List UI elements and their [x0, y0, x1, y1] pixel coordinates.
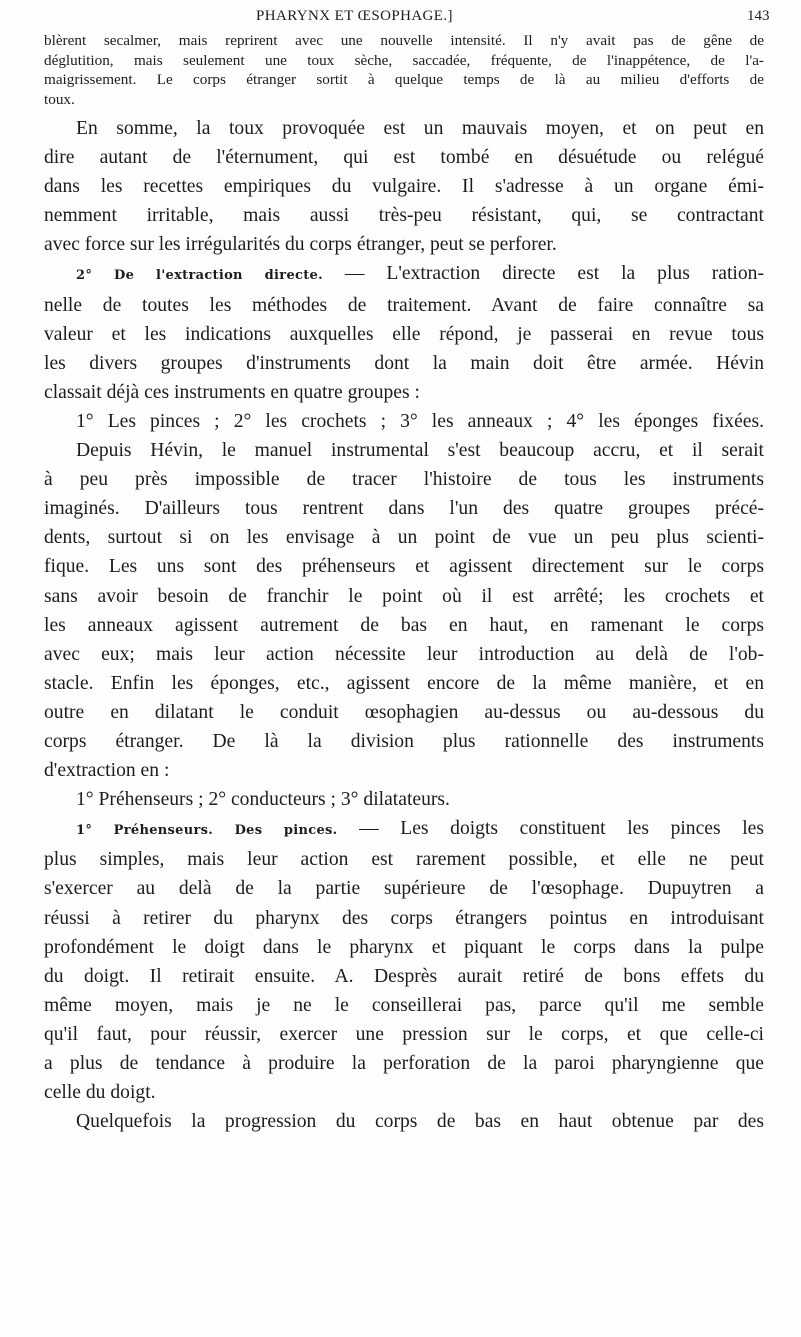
text-line — [44, 1020, 764, 1049]
case-note-paragraph — [44, 31, 764, 109]
line-text: — L'extraction directe est la plus ration- — [322, 263, 764, 285]
line-text: les divers groupes d'instruments dont la main doit être armée. Hévin — [44, 352, 764, 374]
line-text: les anneaux agissent autrement de bas en haut, en ramenant le corps — [44, 614, 764, 636]
line-text: dans les recettes empiriques du vulgaire. Il s'adresse à un organe émi- — [44, 176, 764, 198]
line-text: qu'il faut, pour réussir, exercer une pression sur le corps, et que celle-ci — [44, 1023, 764, 1045]
text-line — [44, 582, 764, 611]
line-text: classait déjà ces instruments en quatre groupes : — [44, 381, 420, 403]
text-line — [44, 904, 764, 933]
line-text: nelle de toutes les méthodes de traitement. Avant de faire connaître sa — [44, 294, 764, 316]
text-line — [44, 349, 764, 378]
page-number: 143 — [747, 8, 770, 24]
line-text: 1° Préhenseurs ; 2° conducteurs ; 3° dilatateurs. — [76, 789, 450, 811]
text-line — [44, 785, 764, 814]
line-text: à peu près impossible de tracer l'histoire de tous les instruments — [44, 469, 764, 491]
line-text: même moyen, mais je ne le conseillerai pas, parce qu'il me semble — [44, 994, 764, 1016]
text-line — [44, 640, 764, 669]
line-text: valeur et les indications auxquelles elle répond, je passerai en revue tous — [44, 323, 764, 345]
line-text: avec force sur les irrégularités du corps étranger, peut se perforer. — [44, 234, 557, 256]
line-text: s'exercer au delà de la partie supérieure de l'œsophage. Dupuytren a — [44, 878, 764, 900]
line-text: 1° Les pinces ; 2° les crochets ; 3° les anneaux ; 4° les éponges fixées. — [76, 410, 764, 432]
line-text: nemment irritable, mais aussi très-peu résistant, qui, se contractant — [44, 205, 764, 227]
text-line — [44, 552, 764, 581]
section-heading: 2° De l'extraction directe. — [76, 268, 323, 284]
text-line — [44, 465, 764, 494]
line-text: Quelquefois la progression du corps de bas en haut obtenue par des — [76, 1111, 764, 1133]
line-text: fique. Les uns sont des préhenseurs et agissent directement sur le corps — [44, 556, 764, 578]
text-line — [44, 114, 764, 143]
line-text: profondément le doigt dans le pharynx et piquant le corps dans la pulpe — [44, 936, 764, 958]
text-line — [44, 143, 764, 172]
line-text: corps étranger. De là la division plus rationnelle des instruments — [44, 730, 764, 752]
text-line — [44, 874, 764, 903]
line-text: sans avoir besoin de franchir le point où il est arrêté; les crochets et — [44, 585, 764, 607]
line-text: — Les doigts constituent les pinces les — [337, 818, 764, 840]
line-text: du doigt. Il retirait ensuite. A. Desprès aurait retiré de bons effets du — [44, 965, 764, 987]
text-line — [44, 291, 764, 320]
running-title: PHARYNX ET ŒSOPHAGE.] — [256, 8, 453, 24]
text-line — [44, 436, 764, 465]
line-text: stacle. Enfin les éponges, etc., agissent encore de la même manière, et en — [44, 672, 764, 694]
line-text: réussi à retirer du pharynx des corps étrangers pointus en introduisant — [44, 907, 764, 929]
text-line: déglutition, mais seulement une toux sèche, saccadée, fréquente, de l'inappétence, de l'a- — [44, 51, 764, 69]
text-line — [44, 230, 764, 259]
text-line — [44, 378, 764, 407]
running-head — [0, 8, 801, 28]
text-line: blèrent secalmer, mais reprirent avec une nouvelle intensité. Il n'y avait pas de gêne de — [44, 32, 764, 49]
text-line — [44, 1107, 764, 1136]
text-line — [44, 320, 764, 349]
line-text: a plus de tendance à produire la perforation de la paroi pharyngienne que — [44, 1053, 764, 1074]
section-heading: 1° Préhenseurs. Des pinces. — [76, 823, 338, 839]
line-text: d'extraction en : — [44, 760, 170, 782]
text-line — [44, 201, 764, 230]
text-line — [44, 1049, 764, 1078]
text-line — [44, 962, 764, 991]
line-text: Depuis Hévin, le manuel instrumental s'est beaucoup accru, et il serait — [76, 440, 764, 462]
line-text: imaginés. D'ailleurs tous rentrent dans l'un des quatre groupes précé- — [44, 498, 764, 520]
text-line — [44, 259, 764, 290]
text-line — [44, 698, 764, 727]
text-line — [44, 172, 764, 201]
text-line — [44, 523, 764, 552]
text-line — [44, 991, 764, 1020]
text-line — [44, 727, 764, 756]
text-line — [44, 407, 764, 436]
line-text: avec eux; mais leur action nécessite leur introduction au delà de l'ob- — [44, 643, 764, 665]
text-line — [44, 933, 764, 962]
text-line — [44, 494, 764, 523]
text-line — [44, 845, 764, 874]
text-line: maigrissement. Le corps étranger sortit à quelque temps de là au milieu d'efforts de — [44, 71, 764, 88]
line-text: dents, surtout si on les envisage à un point de vue un peu plus scienti- — [44, 527, 764, 549]
text-line — [44, 669, 764, 698]
text-line — [44, 814, 764, 845]
line-text: plus simples, mais leur action est rarement possible, et elle ne peut — [44, 849, 764, 871]
text-line — [44, 1078, 764, 1107]
text-line: toux. — [44, 90, 75, 108]
line-text: En somme, la toux provoquée est un mauvais moyen, et on peut en — [76, 118, 764, 139]
line-text: celle du doigt. — [44, 1082, 156, 1104]
text-line — [44, 756, 764, 785]
line-text: outre en dilatant le conduit œsophagien au-dessus ou au-dessous du — [44, 701, 764, 723]
line-text: dire autant de l'éternument, qui est tombé en désuétude ou relégué — [44, 147, 764, 169]
main-text — [44, 114, 764, 1136]
text-line — [44, 611, 764, 640]
